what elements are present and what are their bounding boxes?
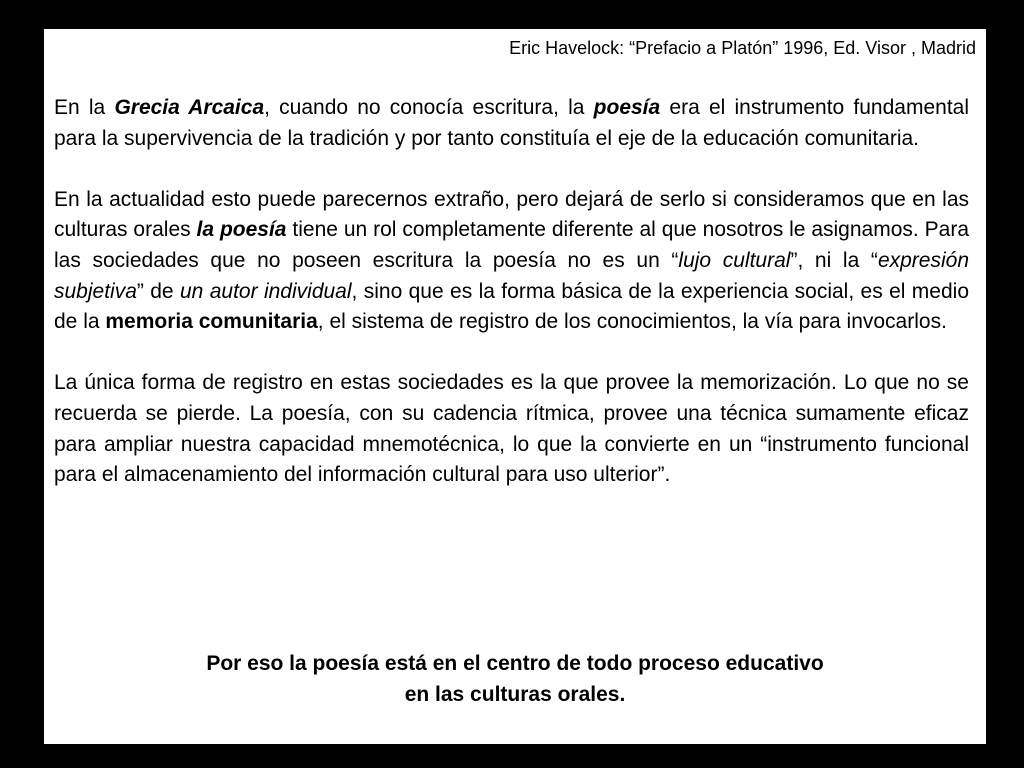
p2-memoria-comunitaria: memoria comunitaria — [105, 310, 318, 334]
conclusion — [44, 649, 986, 710]
p2-text-3: ”, ni la “ — [790, 248, 878, 272]
p1-grecia-arcaica: Grecia Arcaica — [114, 96, 265, 119]
p2-expresion-subjetiva: expresión subjetiva — [54, 248, 969, 303]
paragraph-2 — [54, 185, 969, 338]
slide — [44, 29, 986, 744]
conclusion-line-2: en las culturas orales. — [404, 682, 626, 706]
paragraph-3: La única forma de registro en estas sociedades es la que provee la memorización. Lo que no se recuerda se pierde. La poesía, con su cadencia rítmica, provee una técnica sumamente eficaz para ampliar nuestra capacidad mnemotécnica, lo que la convierte en un “instrumento funcional para el almacenamiento del información cultural para uso ulterior”. — [54, 371, 969, 487]
p2-un-autor-individual: un autor individual — [180, 279, 352, 303]
p1-text-2: , cuando no conocía escritura, la — [264, 96, 594, 119]
citation: Eric Havelock: “Prefacio a Platón” 1996, Ed. Visor , Madrid — [509, 38, 976, 58]
paragraph-1 — [54, 93, 969, 154]
p2-text-1: En la actualidad esto puede parecernos extraño, pero dejará de serlo si consideramos que en las culturas orales — [54, 187, 969, 242]
p2-text-4: ” de — [136, 279, 180, 303]
p2-la-poesia: la poesía — [196, 218, 287, 242]
p1-text-3: era el instrumento fundamental para la supervivencia de la tradición y por tanto constituía el eje de la educación comunitaria. — [54, 96, 969, 150]
p2-text-6: , el sistema de registro de los conocimientos, la vía para invocarlos. — [317, 310, 947, 334]
p1-poesia: poesía — [593, 96, 661, 119]
p2-lujo-cultural: lujo cultural — [678, 248, 791, 272]
p2-text-2: tiene un rol completamente diferente al que nosotros le asignamos. Para las sociedades que no poseen escritura la poesía no es un “ — [54, 218, 969, 272]
body-text — [54, 93, 969, 521]
conclusion-line-1: Por eso la poesía está en el centro de todo proceso educativo — [206, 652, 824, 675]
p1-text-1: En la — [54, 96, 115, 119]
p2-text-5: , sino que es la forma básica de la experiencia social, es el medio de la — [54, 279, 970, 334]
